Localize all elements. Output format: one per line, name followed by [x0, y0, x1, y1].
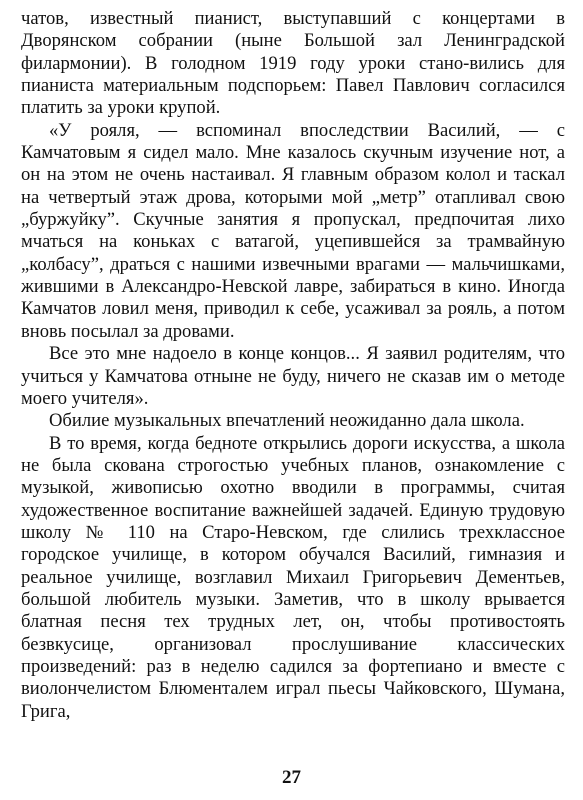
book-page-text	[21, 8, 565, 723]
paragraph-3: Все это мне надоело в конце концов... Я заявил родителям, что учиться у Камчатова отныне не буду, ничего не сказав им о методе моего учителя».	[21, 343, 565, 409]
page-number: 27	[282, 767, 301, 788]
paragraph-1: чатов, известный пианист, выступавший с концертами в Дворянском собрании (ныне Большой зал Ленинградской филармонии). В голодном 1919 году уроки стано-вились для пианиста материальным подспорьем: Павел Павлович согласился платить за уроки крупой.	[21, 8, 565, 119]
paragraph-4: Обилие музыкальных впечатлений неожиданно дала школа.	[49, 410, 525, 432]
paragraph-2: «У рояля, — вспоминал впоследствии Василий, — с Камчатовым я сидел мало. Мне казалось скучным изучение нот, а он на этом не очень настаивал. Я главным образом колол и таскал на четвертый этаж дрова, которыми мой „метр” отапливал свою „буржуйку”. Скучные занятия я пропускал, предпочитая лихо мчаться на коньках с ватагой, уцепившейся за трамвайную „колбасу”, драться с нашими извечными врагами — мальчишками, жившими в Александро-Невской лавре, забираться в кино. Иногда Камчатов ловил меня, приводил к себе, усаживал за рояль, а потом вновь посылал за дровами.	[21, 119, 565, 342]
paragraph-5: В то время, когда бедноте открылись дороги искусства, а школа не была скована строгостью учебных планов, ознакомление с музыкой, живописью охотно вводили в программы, считая художественное воспитание важнейшей задачей. Единую трудовую школу № 110 на Старо-Невском, где слились трехклассное городское училище, в котором обучался Василий, гимназия и реальное училище, возглавил Михаил Григорьевич Дементьев, большой любитель музыки. Заметив, что в школу врывается блатная песня тех трудных лет, он, чтобы противостоять безвкусице, организовал прослушивание классических произведений: раз в неделю садился за фортепиано и вместе с виолончелистом Блюменталем играл пьесы Чайковского, Шумана, Грига,	[21, 432, 565, 722]
